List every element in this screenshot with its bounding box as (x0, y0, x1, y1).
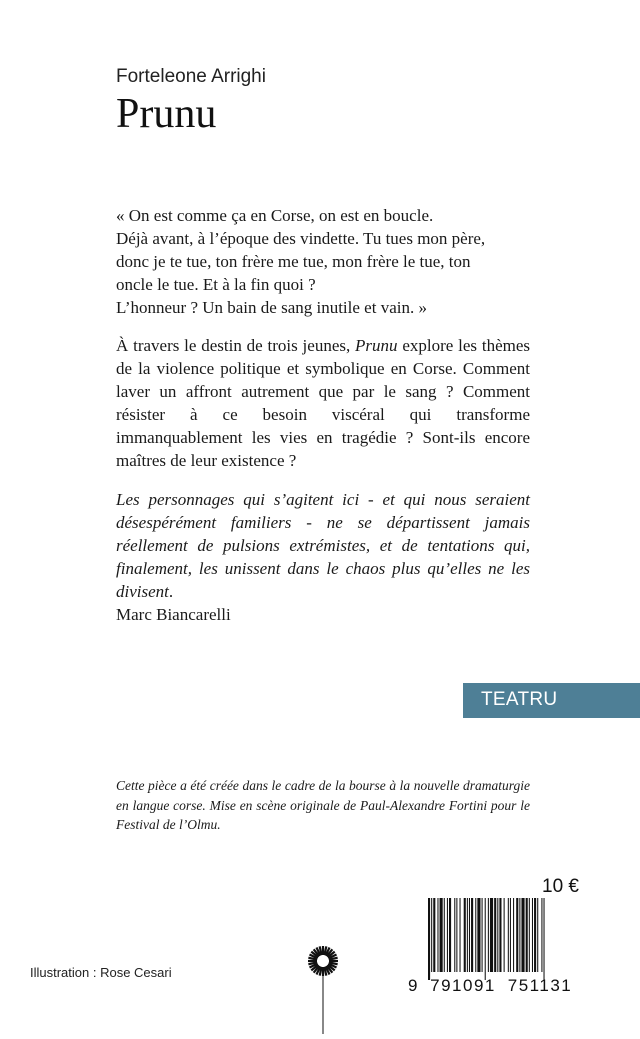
synopsis (116, 334, 530, 472)
barcode-bar (497, 898, 498, 972)
barcode-bar (433, 898, 435, 972)
barcode-bar (537, 898, 538, 972)
book-title: Prunu (116, 91, 217, 137)
barcode-bar (532, 898, 533, 972)
genre-badge (463, 683, 640, 718)
barcode-bar (482, 898, 483, 972)
synopsis-title: Prunu (355, 336, 398, 355)
opening-quote (116, 204, 530, 319)
barcode-bar (510, 898, 511, 972)
barcode-bar (513, 898, 514, 972)
barcode-bar (508, 898, 509, 972)
price-label: 10 € (542, 876, 579, 897)
barcode-bar (456, 898, 457, 972)
quote-line: oncle le tue. Et à la fin quoi ? (116, 275, 316, 294)
sunburst-logo-icon (298, 935, 348, 1034)
barcode-bar (475, 898, 476, 972)
isbn-barcode (408, 898, 588, 996)
author-name: Forteleone Arrighi (116, 66, 266, 87)
quote-line: « On est comme ça en Corse, on est en boucle. (116, 206, 434, 225)
quote-line: Déjà avant, à l’époque des vindette. Tu tues mon père, (116, 229, 486, 248)
barcode-bar (490, 898, 493, 972)
barcode-bar (499, 898, 501, 972)
barcode-bar (494, 898, 496, 972)
barcode-bar (447, 898, 448, 972)
barcode-bar (477, 898, 480, 972)
barcode-bar (529, 898, 530, 972)
barcode-bar (534, 898, 536, 972)
barcode-bar (516, 898, 518, 972)
barcode-bar (431, 898, 432, 972)
barcode-bar (437, 898, 438, 972)
genre-label: TEATRU (481, 689, 558, 710)
barcode-bar (440, 898, 443, 972)
barcode-bar (449, 898, 451, 972)
barcode-right-digits: 751131 (507, 976, 573, 995)
synopsis-rest: explore les thèmes de la violence politique et symbolique en Corse. Comment laver un affront autrement que par le sang ? Comment résister à ce besoin viscéral qui transforme immanquablement les vies en tragédie ? Sont-ils encore maîtres de leur existence ? (116, 336, 530, 470)
barcode-left-digits: 791091 (430, 976, 496, 995)
barcode-bar (469, 898, 470, 972)
quote-line: L’honneur ? Un bain de sang inutile et vain. » (116, 298, 427, 317)
barcode-bar (519, 898, 520, 972)
barcode-bar (464, 898, 466, 972)
barcode-bar (467, 898, 468, 972)
review-end: . (168, 582, 174, 601)
barcode-first-digit: 9 (408, 976, 418, 995)
barcode-bar (471, 898, 473, 972)
review-text: Les personnages qui s’agitent ici - et qui nous seraient désespérément familiers - ne se départissent jamais réellement de pulsions extrémistes, et de tentations qui, finalement, les unissent dans le chaos plus qu’elles ne les divisent (116, 490, 530, 601)
barcode-bar (428, 898, 430, 980)
production-credits: Cette pièce a été créée dans le cadre de la bourse à la nouvelle dramaturgie en langue corse. Mise en scène originale de Paul-Alexandre Fortini pour le Festival de l’Olmu. (116, 778, 530, 832)
barcode-bar (460, 898, 461, 972)
illustration-credit: Illustration : Rose Cesari (30, 965, 172, 980)
synopsis-intro: À travers le destin de trois jeunes, (116, 336, 356, 355)
barcode-bar (504, 898, 505, 972)
barcode-graphic (408, 898, 588, 996)
barcode-bar (521, 898, 524, 972)
barcode-bar (488, 898, 489, 972)
barcode-bar (541, 898, 542, 972)
quote-line: donc je te tue, ton frère me tue, mon frère le tue, ton (116, 252, 471, 271)
barcode-bar (544, 898, 545, 980)
reviewer-name: Marc Biancarelli (116, 605, 231, 624)
barcode-bar (526, 898, 528, 972)
barcode-bar (485, 898, 486, 980)
review-quote (116, 488, 530, 603)
barcode-bar (444, 898, 445, 972)
barcode-bar (454, 898, 455, 972)
